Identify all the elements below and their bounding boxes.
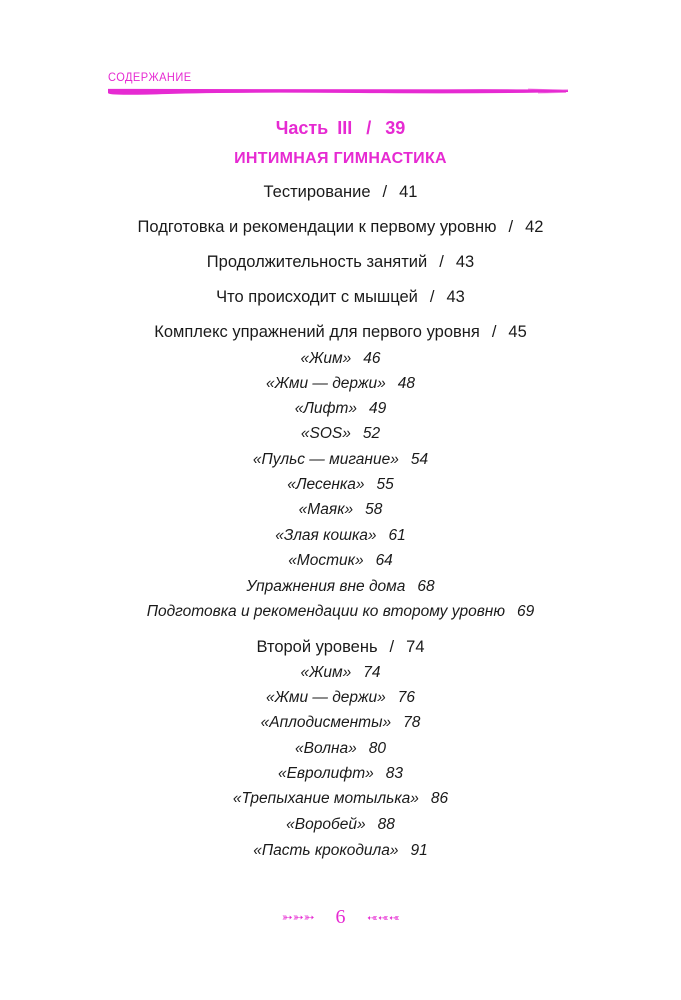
- toc-subentry: [0, 552, 681, 570]
- toc-separator: /: [429, 288, 435, 306]
- toc-entry-title: Что происходит с мышцей: [216, 288, 418, 306]
- toc-entry-title: Комплекс упражнений для первого уровня: [154, 323, 480, 341]
- toc-page-number: 76: [397, 689, 415, 706]
- toc-page-number: 48: [397, 375, 415, 392]
- toc-subentry: [0, 425, 681, 443]
- toc-subentry: [0, 842, 681, 860]
- toc-entry: [0, 638, 681, 657]
- toc-page-number: 45: [508, 323, 527, 341]
- toc-entry: [0, 183, 681, 202]
- toc-separator: /: [382, 183, 388, 201]
- toc-entry-title: «Жми — держи»: [266, 375, 386, 392]
- toc-entry-title: «SOS»: [300, 425, 351, 442]
- toc-page-number: 46: [363, 350, 381, 367]
- toc-page-number: 91: [410, 842, 428, 859]
- part-separator: /: [366, 118, 372, 138]
- toc-subentry: [0, 689, 681, 707]
- toc-separator: /: [491, 323, 497, 341]
- toc-subentry: [0, 451, 681, 469]
- part-label: Часть III: [275, 118, 353, 138]
- toc-page-number: 69: [516, 603, 535, 620]
- toc-entry-title: «Воробей»: [286, 816, 366, 833]
- toc-entry-title: «Злая кошка»: [275, 527, 377, 544]
- toc-page-number: 74: [363, 664, 381, 681]
- toc-entry-title: «Лифт»: [294, 400, 358, 417]
- running-head: СОДЕРЖАНИЕ: [108, 70, 192, 84]
- toc-entry-title: Второй уровень: [256, 638, 378, 656]
- toc-page-number: 49: [369, 400, 387, 417]
- toc-subentry: [0, 740, 681, 758]
- toc-subentry: [0, 790, 681, 808]
- toc-entry-title: Подготовка и рекомендации к первому уровню: [137, 218, 497, 236]
- part-heading: [0, 118, 681, 139]
- toc-entry-title: «Мостик»: [288, 552, 364, 569]
- toc-entry-title: «Жми — держи»: [266, 689, 386, 706]
- toc-subentry: [0, 501, 681, 519]
- toc-entry-title: «Пульс — мигание»: [252, 451, 399, 468]
- toc-entry-title: Продолжительность занятий: [206, 253, 428, 271]
- toc-subentry: [0, 476, 681, 494]
- section-title: ИНТИМНАЯ ГИМНАСТИКА: [234, 150, 447, 167]
- toc-page-number: 58: [365, 501, 383, 518]
- toc-subentry: [0, 816, 681, 834]
- toc-entry: [0, 323, 681, 342]
- page-footer: [0, 906, 681, 929]
- toc-subentry: [0, 527, 681, 545]
- toc-page-number: 80: [368, 740, 386, 757]
- toc-page-number: 41: [399, 183, 418, 201]
- toc-page-number: 74: [406, 638, 425, 656]
- toc-subentry: [0, 375, 681, 393]
- toc-entry: [0, 288, 681, 307]
- toc-page-number: 86: [430, 790, 449, 807]
- toc-page-number: 52: [362, 425, 381, 442]
- toc-subentry: [0, 350, 681, 368]
- toc-entry: [0, 253, 681, 272]
- toc-entry-title: «Волна»: [294, 740, 357, 757]
- toc-entry-title: «Аплодисменты»: [260, 714, 392, 731]
- toc-subentry: [0, 400, 681, 418]
- toc-entry-title: «Евролифт»: [277, 765, 374, 782]
- toc-entry-title: «Пасть крокодила»: [253, 842, 399, 859]
- toc-page-number: 55: [376, 476, 394, 493]
- brush-stroke-divider: [108, 86, 568, 96]
- part-page-number: 39: [385, 118, 406, 138]
- toc-separator: /: [508, 218, 514, 236]
- arrows-left-icon: ➳➳➳: [366, 909, 400, 925]
- toc-entry-title: Тестирование: [263, 183, 371, 201]
- toc-entry-title: «Жим»: [300, 350, 352, 367]
- toc-subentry: [0, 578, 681, 596]
- toc-page-number: 64: [375, 552, 393, 569]
- toc-subentry: [0, 664, 681, 682]
- toc-page-number: 54: [410, 451, 429, 468]
- toc-page-number: 61: [388, 527, 406, 544]
- toc-subentry: [0, 603, 681, 621]
- toc-page-number: 43: [455, 253, 475, 271]
- page-number: 6: [335, 906, 346, 928]
- toc-entry-title: «Трепыхание мотылька»: [232, 790, 419, 807]
- toc-entry-title: «Лесенка»: [287, 476, 365, 493]
- toc-separator: /: [389, 638, 395, 656]
- toc-separator: /: [439, 253, 444, 271]
- toc-entry: [0, 218, 681, 237]
- toc-entry-title: Упражнения вне дома: [246, 578, 406, 595]
- toc-page-number: 83: [385, 765, 404, 782]
- toc-page-number: 88: [377, 816, 395, 833]
- toc-subentry: [0, 714, 681, 732]
- toc-page-number: 78: [403, 714, 421, 731]
- toc-entry-title: Подготовка и рекомендации ко второму уровню: [146, 603, 505, 620]
- toc-subentry: [0, 765, 681, 783]
- toc-entry-title: «Жим»: [300, 664, 352, 681]
- toc-entry-title: «Маяк»: [298, 501, 354, 518]
- toc-page-number: 68: [417, 578, 435, 595]
- toc-page-number: 43: [446, 288, 465, 306]
- arrows-right-icon: ➳➳➳: [281, 909, 315, 925]
- toc-page-number: 42: [525, 218, 544, 236]
